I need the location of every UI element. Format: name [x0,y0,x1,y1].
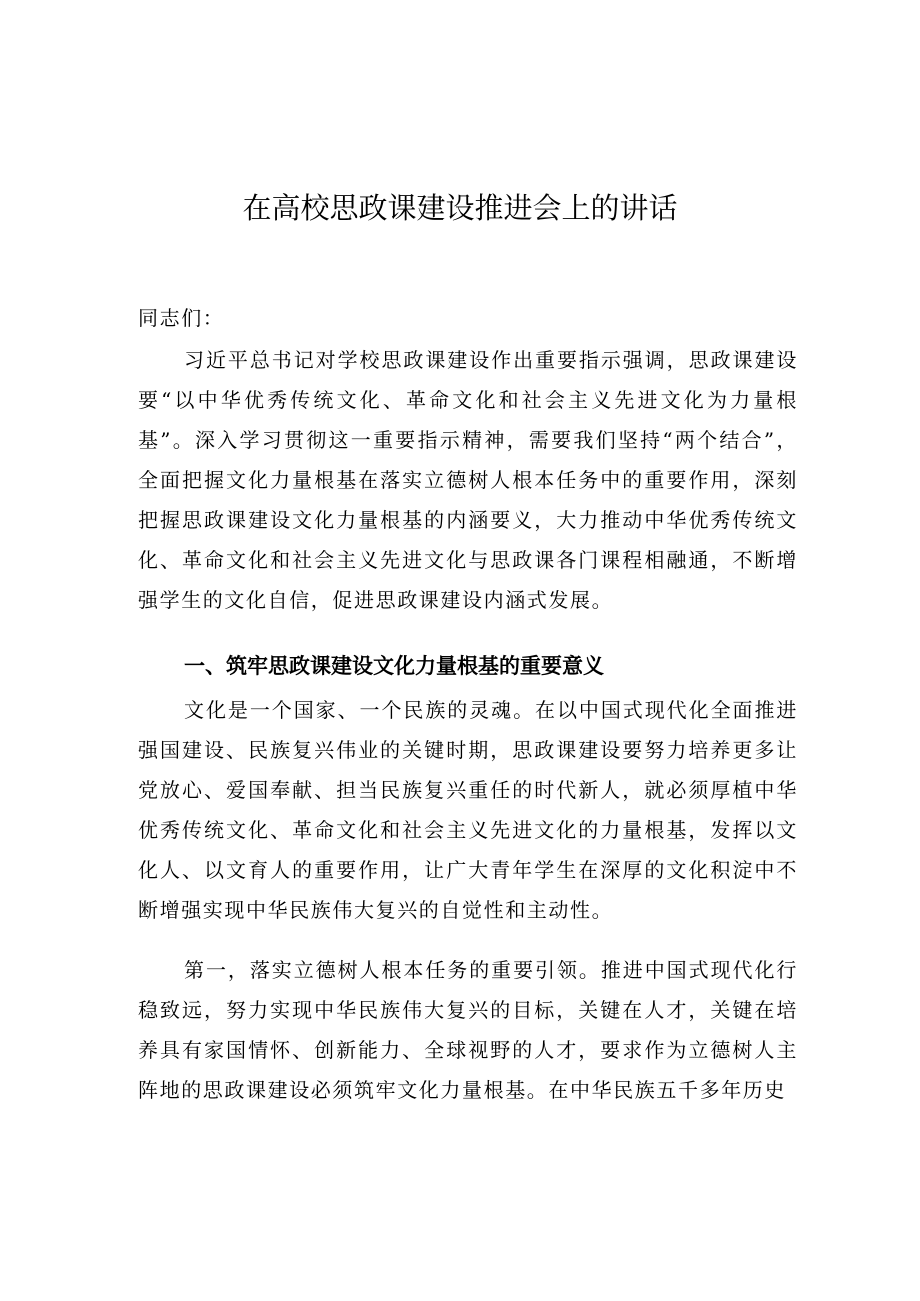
paragraph-intro: 习近平总书记对学校思政课建设作出重要指示强调，思政课建设要“以中华优秀传统文化、革命文化和社会主义先进文化为力量根基”。深入学习贯彻这一重要指示精神，需要我们坚持“两个结合”，全面把握文化力量根基在落实立德树人根本任务中的重要作用，深刻把握思政课建设文化力量根基的内涵要义，大力推动中华优秀传统文化、革命文化和社会主义先进文化与思政课各门课程相融通，不断增强学生的文化自信，促进思政课建设内涵式发展。 [138,348,798,612]
paragraph-first-point: 第一，落实立德树人根本任务的重要引领。推进中国式现代化行稳致远，努力实现中华民族伟大复兴的目标，关键在人才，关键在培养具有家国情怀、创新能力、全球视野的人才，要求作为立德树人主阵地的思政课建设必须筑牢文化力量根基。在中华民族五千多年历史 [138,958,798,1102]
paragraph-culture-soul: 文化是一个国家、一个民族的灵魂。在以中国式现代化全面推进强国建设、民族复兴伟业的关键时期，思政课建设要努力培养更多让党放心、爱国奉献、担当民族复兴重任的时代新人，就必须厚植中华优秀传统文化、革命文化和社会主义先进文化的力量根基，发挥以文化人、以文育人的重要作用，让广大青年学生在深厚的文化积淀中不断增强实现中华民族伟大复兴的自觉性和主动性。 [138,698,798,922]
document-title: 在高校思政课建设推进会上的讲话 [242,191,678,225]
salutation: 同志们： [138,306,225,330]
section-heading-1: 一、筑牢思政课建设文化力量根基的重要意义 [184,654,604,678]
